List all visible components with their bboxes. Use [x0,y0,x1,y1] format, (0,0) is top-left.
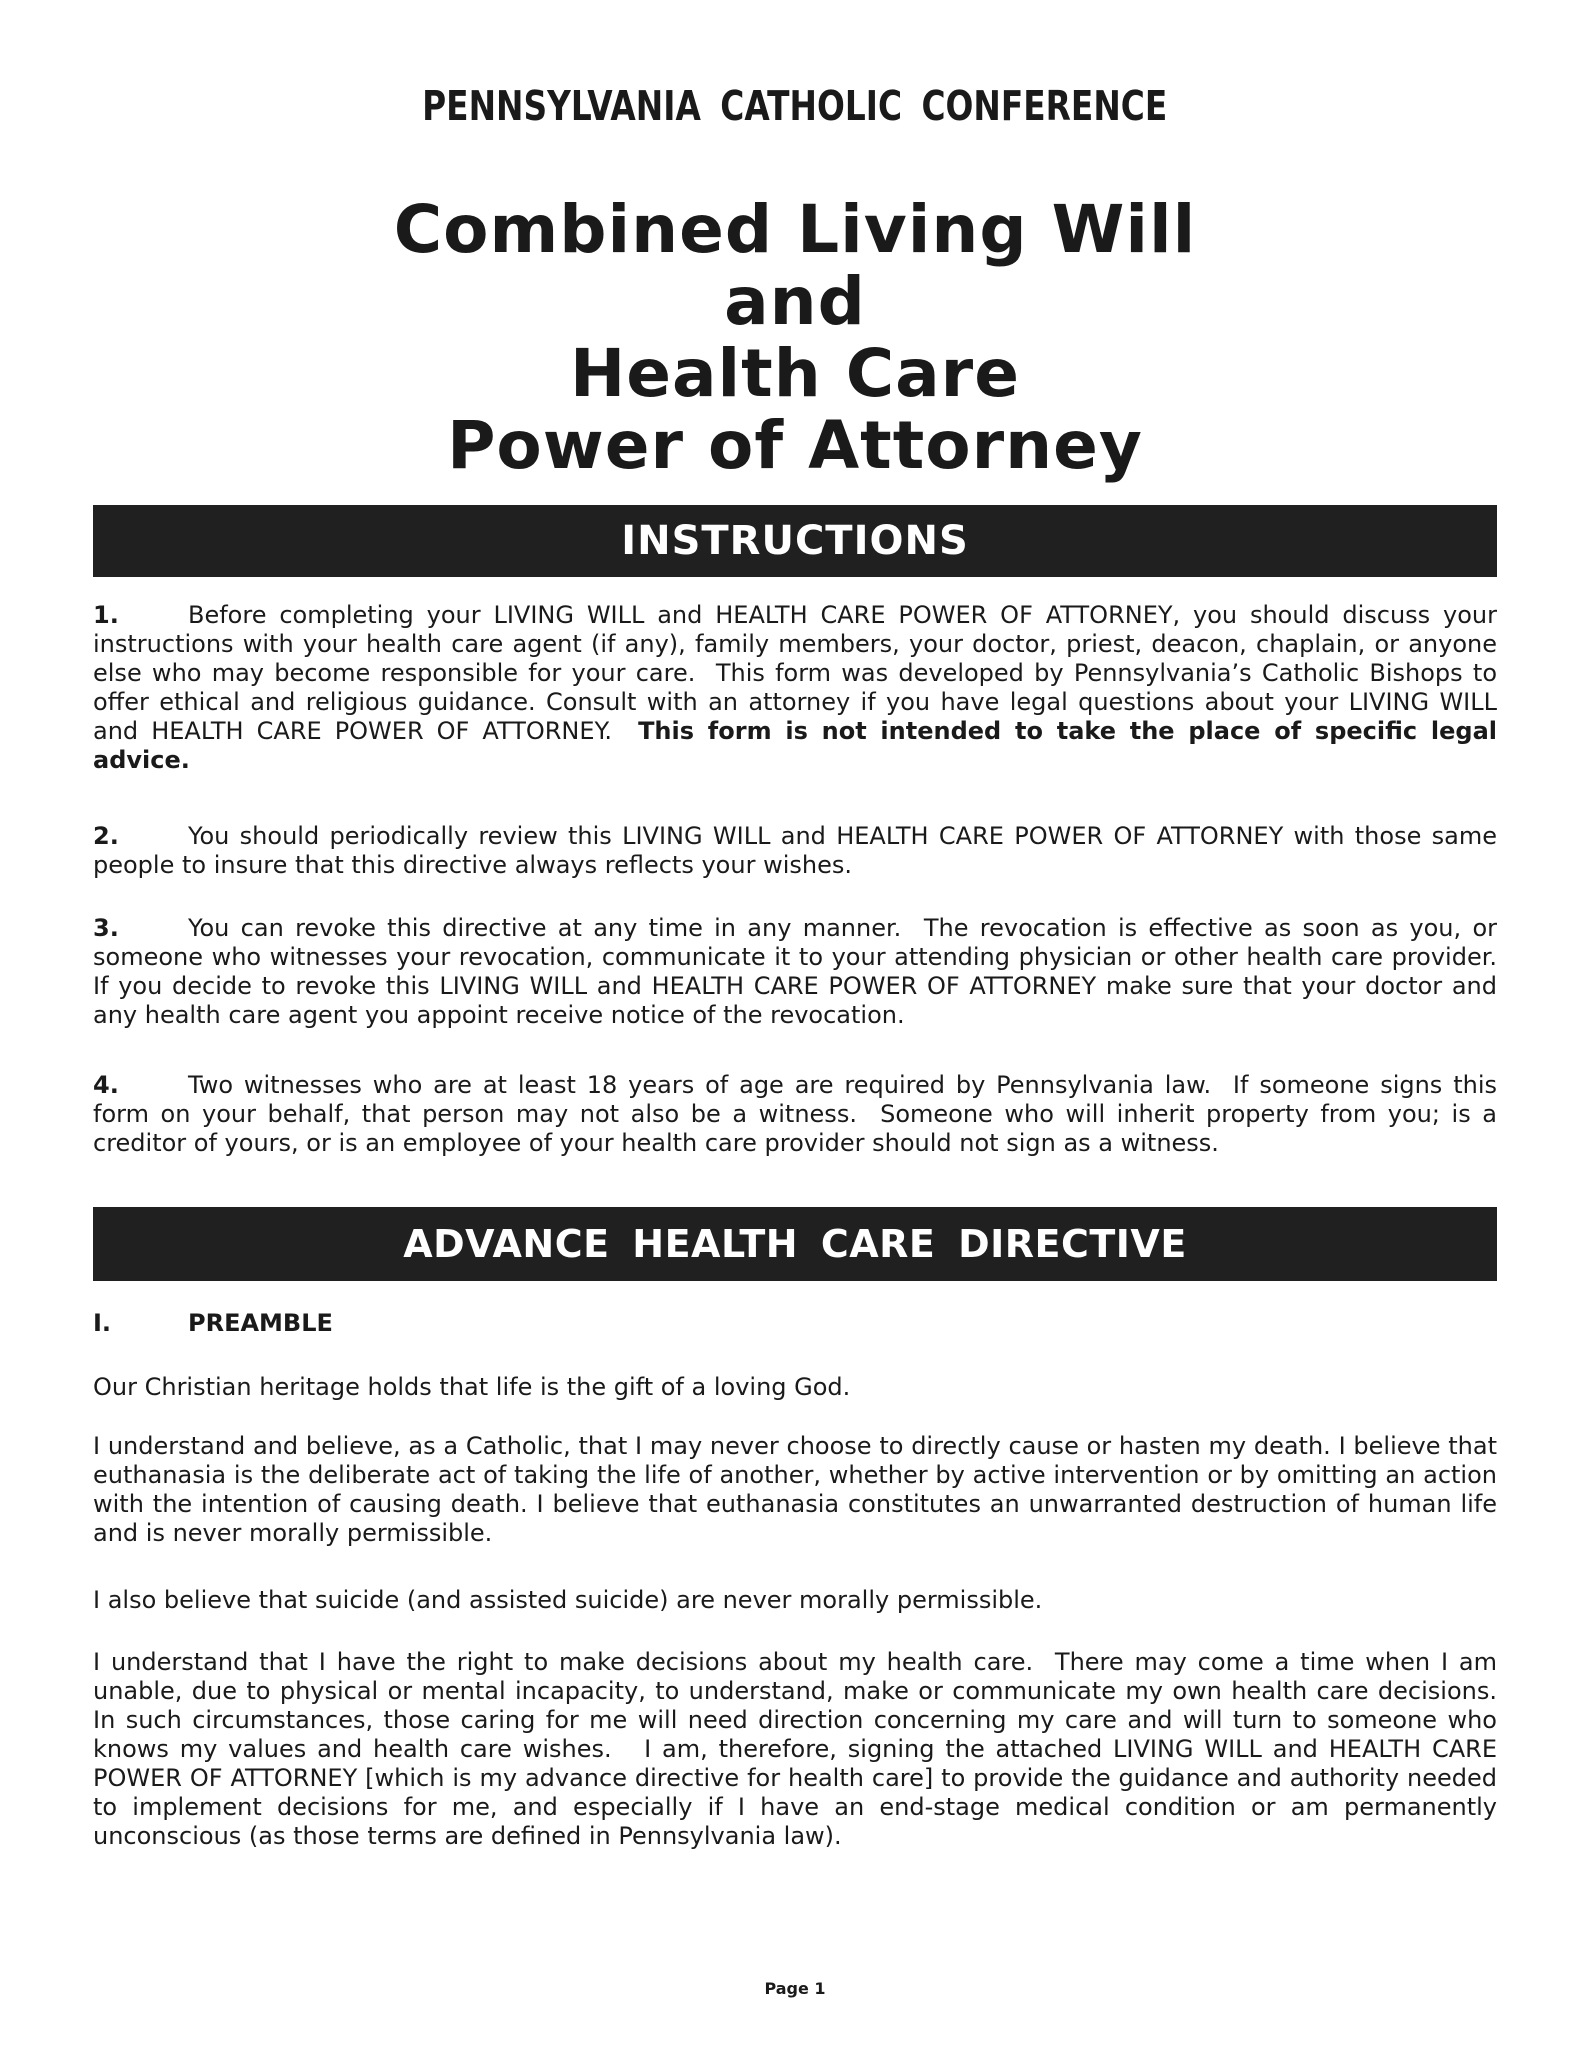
instruction-item-2 [93,822,1505,880]
document-title [93,191,1497,484]
instruction-number-2: 2. [93,822,119,850]
preamble-paragraph-4: I understand that I have the right to make decisions about my health care. There may come a time when I am unable, due to physical or mental incapacity, to understand, make or communicate my own health care decisions. In such circumstances, those caring for me will need direction concerning my care and will turn to someone who knows my values and health care wishes. I am, therefore, signing the attached LIVING WILL and HEALTH CARE POWER OF ATTORNEY [which is my advance directive for health care] to provide the guidance and authority needed to implement decisions for me, and especially if I have an end-stage medical condition or am permanently unconscious (as those terms are defined in Pennsylvania law). [93,1648,1513,1850]
document-content [0,84,1583,2048]
preamble-paragraph-1: Our Christian heritage holds that life is the gift of a loving God. [93,1373,851,1401]
instruction-number-4: 4. [93,1071,119,1099]
document-title-line-4: Power of Attorney [447,407,1143,484]
preamble-section-number: I. [93,1309,112,1337]
preamble-section-title: PREAMBLE [188,1309,333,1337]
organization-name: PENNSYLVANIA CATHOLIC CONFERENCE [422,82,1168,130]
organization-header [93,84,1497,128]
document-title-line-2: and [724,263,866,340]
instruction-number-3: 3. [93,914,119,942]
document-title-line-1: Combined Living Will [393,191,1197,268]
instruction-number-1: 1. [93,601,119,629]
preamble-heading [93,1309,1497,1338]
instruction-item-4 [93,1071,1505,1158]
section-banner-advance-directive: ADVANCE HEALTH CARE DIRECTIVE [93,1207,1497,1281]
instruction-text-4: Two witnesses who are at least 18 years of age are required by Pennsylvania law. If someone signs this form on your behalf, that person may not also be a witness. Someone who will inherit property from you; is a creditor of yours, or is an employee of your health care provider should not sign as a witness. [93,1071,1505,1157]
document-title-line-3: Health Care [570,335,1020,412]
instruction-text-3: You can revoke this directive at any time in any manner. The revocation is effective as soon as you, or someone who witnesses your revocation, communicate it to your attending physician or other health care provider. If you decide to revoke this LIVING WILL and HEALTH CARE POWER OF ATTORNEY make sure that your doctor and any health care agent you appoint receive notice of the revocation. [93,914,1513,1029]
preamble-paragraph-3: I also believe that suicide (and assisted suicide) are never morally permissible. [93,1586,1043,1614]
instruction-item-3 [93,914,1513,1030]
instruction-text-1: Before completing your LIVING WILL and HEALTH CARE POWER OF ATTORNEY, you should discuss your instructions with your health care agent (if any), family members, your doctor, priest, deacon, chaplain, or anyone else who may become responsible for your care. This form was developed by Pennsylvania’s Catholic Bishops to offer ethical and religious guidance. Consult with an attorney if you have legal questions about your LIVING WILL and HEALTH CARE POWER OF ATTORNEY. [93,601,1505,745]
page-number: Page 1 [764,1979,826,1998]
instruction-text-2: You should periodically review this LIVING WILL and HEALTH CARE POWER OF ATTORNEY with those same people to insure that this directive always reflects your wishes. [93,822,1505,879]
instruction-text-1-bold: This form is not intended to take the place of specific legal advice. [93,717,1506,774]
instruction-item-1 [93,601,1506,775]
section-banner-instructions: INSTRUCTIONS [93,505,1497,577]
preamble-paragraph-2: I understand and believe, as a Catholic, that I may never choose to directly cause or hasten my death. I believe that euthanasia is the deliberate act of taking the life of another, whether by active intervention or by omitting an action with the intention of causing death. I believe that euthanasia constitutes an unwarranted destruction of human life and is never morally permissible. [93,1432,1505,1547]
